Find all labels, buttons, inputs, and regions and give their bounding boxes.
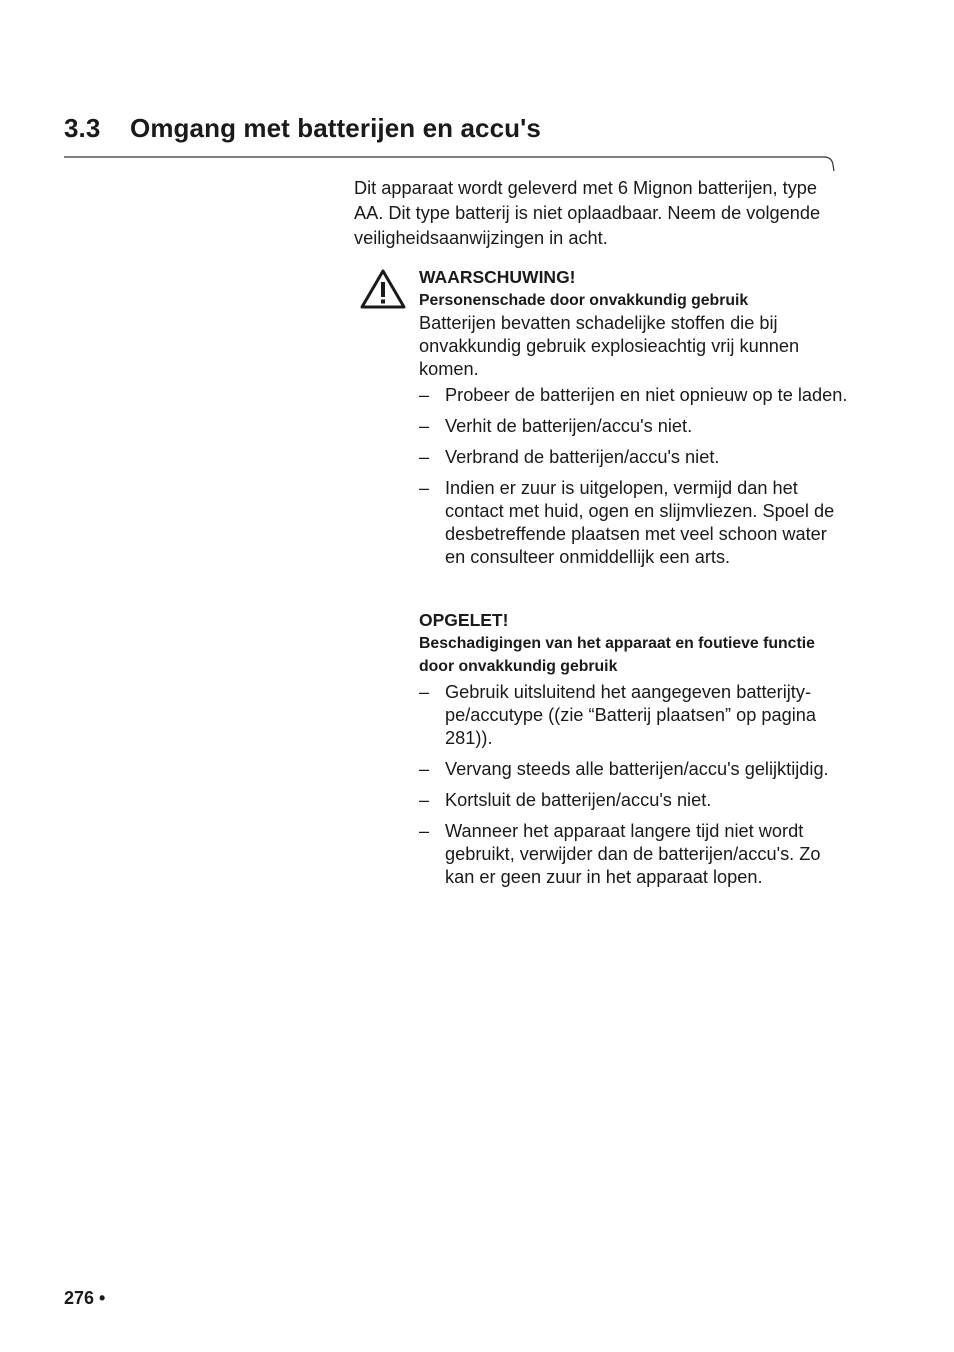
dash-bullet: – xyxy=(419,682,430,702)
section-rule xyxy=(64,150,836,172)
section-title-text: Omgang met batterijen en accu's xyxy=(130,113,541,143)
caution-block xyxy=(419,608,849,897)
dash-bullet: – xyxy=(419,447,430,467)
list-item xyxy=(419,384,849,407)
list-item-text: Kortsluit de batterijen/accu's niet. xyxy=(445,790,712,810)
caution-list xyxy=(419,681,849,889)
intro-paragraph: Dit apparaat wordt geleverd met 6 Mignon batterijen, type AA. Dit type batterij is niet oplaadbaar. Neem de volgende veiligheidsaanwijzingen in acht. xyxy=(354,178,821,248)
warning-subtitle: Personenschade door onvakkundig gebruik xyxy=(419,292,749,309)
list-item-text: Gebruik uitsluitend het aangegeven batterijtype/accutype ((zie “Batterij plaatsen” op pagina 281)). xyxy=(445,682,817,748)
list-item xyxy=(419,820,849,889)
caution-title: OPGELET! xyxy=(419,610,509,630)
section-number: 3.3 xyxy=(64,113,101,143)
warning-body: Batterijen bevatten schadelijke stoffen die bij onvakkundig gebruik explosieachtig vrij kunnen komen. xyxy=(419,313,800,379)
list-item xyxy=(419,789,849,812)
list-item-text: Indien er zuur is uitgelopen, vermijd dan het contact met huid, ogen en slijmvliezen. Spoel de desbetreffende plaatsen met veel schoon water en consulteer onmiddellijk een arts. xyxy=(445,478,835,567)
list-item-text: Probeer de batterijen en niet opnieuw op te laden. xyxy=(445,385,848,405)
dash-bullet: – xyxy=(419,759,430,779)
dash-bullet: – xyxy=(419,385,430,405)
list-item xyxy=(419,758,849,781)
list-item xyxy=(419,446,849,469)
list-item xyxy=(419,415,849,438)
list-item xyxy=(419,477,849,569)
dash-bullet: – xyxy=(419,821,430,841)
dash-bullet: – xyxy=(419,790,430,810)
warning-list xyxy=(419,384,849,569)
section-title xyxy=(64,113,541,144)
dash-bullet: – xyxy=(419,416,430,436)
page-number: 276 • xyxy=(64,1288,106,1308)
list-item xyxy=(419,681,849,750)
warning-title: WAARSCHUWING! xyxy=(419,267,576,287)
warning-block xyxy=(419,265,849,577)
dash-bullet: – xyxy=(419,478,430,498)
warning-triangle-icon xyxy=(360,268,406,310)
list-item-text: Verhit de batterijen/accu's niet. xyxy=(445,416,693,436)
caution-subtitle: Beschadigingen van het apparaat en foutieve functie door onvakkundig gebruik xyxy=(419,635,815,675)
list-item-text: Wanneer het apparaat langere tijd niet wordt gebruikt, verwijder dan de batterijen/accu's. Zo kan er geen zuur in het apparaat lopen. xyxy=(445,821,821,887)
list-item-text: Vervang steeds alle batterijen/accu's gelijktijdig. xyxy=(445,759,829,779)
list-item-text: Verbrand de batterijen/accu's niet. xyxy=(445,447,720,467)
